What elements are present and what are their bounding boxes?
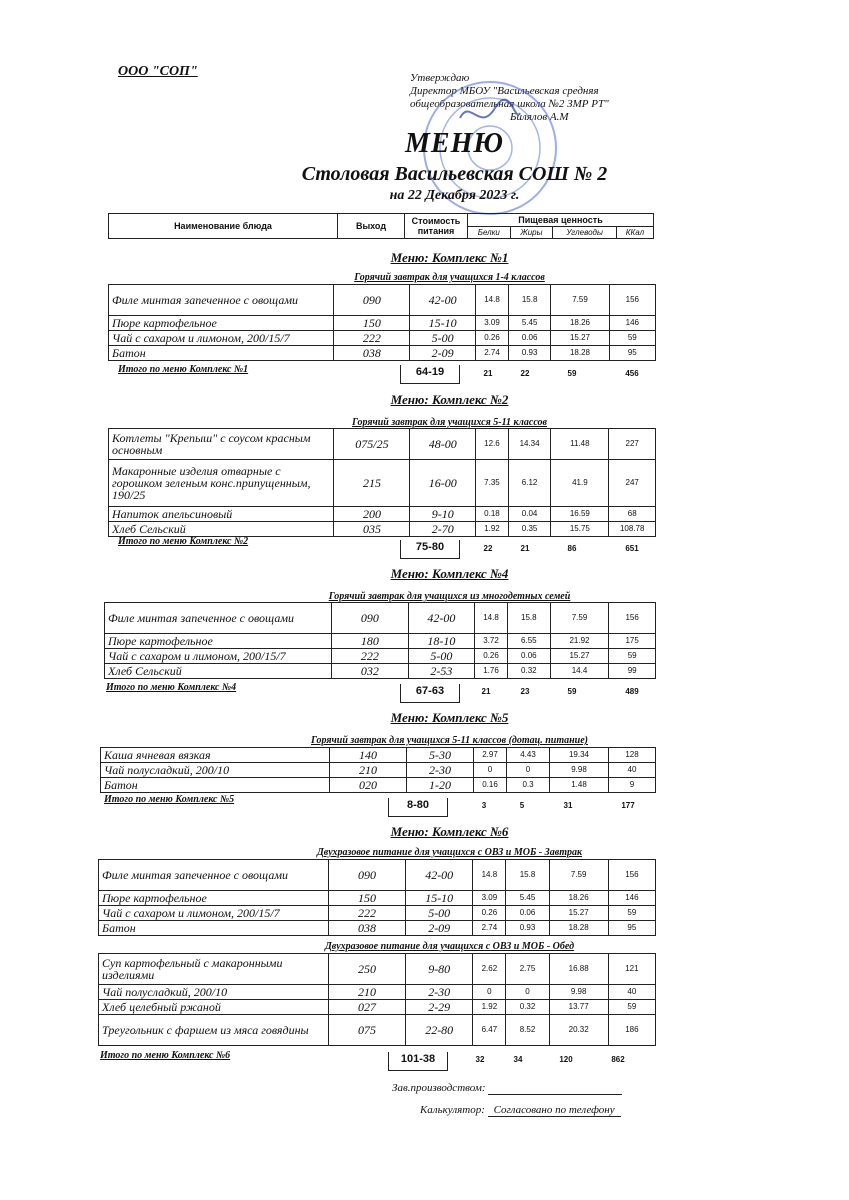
complex-1-total-carbs: 59 [567, 369, 577, 378]
complex-4-total-protein: 21 [481, 687, 491, 696]
dish-kcal: 175 [609, 634, 656, 649]
dish-output: 200 [334, 507, 410, 522]
dish-carbs: 7.59 [550, 603, 609, 634]
complex-5-total-fat: 5 [519, 801, 525, 810]
dish-fat: 15.8 [508, 285, 551, 316]
dish-protein: 0.26 [473, 906, 506, 921]
dish-kcal: 99 [609, 664, 656, 679]
dish-output: 038 [334, 346, 410, 361]
dish-carbs: 16.59 [551, 507, 609, 522]
table-row [109, 346, 656, 361]
dish-kcal: 128 [609, 748, 656, 763]
header-cost: Стоимость питания [405, 214, 468, 239]
dish-output: 222 [328, 906, 405, 921]
dish-carbs: 7.59 [551, 285, 609, 316]
table-row [109, 507, 656, 522]
dish-carbs: 15.27 [551, 331, 609, 346]
dish-name: Чай полусладкий, 200/10 [99, 985, 329, 1000]
dish-protein: 0.26 [475, 649, 508, 664]
table-row [99, 1000, 656, 1015]
dish-fat: 0.06 [508, 331, 551, 346]
complex-4-total-fat: 23 [520, 687, 530, 696]
complex-2-total-protein: 22 [483, 544, 493, 553]
dish-protein: 0.16 [474, 778, 507, 793]
dish-fat: 0 [507, 763, 550, 778]
complex-6-total-cost: 101-38 [388, 1052, 448, 1071]
complex-4-total-carbs: 59 [567, 687, 577, 696]
dish-carbs: 14.4 [550, 664, 609, 679]
complex-6-total-carbs: 120 [559, 1055, 573, 1064]
dish-fat: 0.32 [506, 1000, 549, 1015]
complex-1-total-kcal: 456 [625, 369, 639, 378]
dish-output: 210 [328, 985, 405, 1000]
dish-carbs: 19.34 [550, 748, 609, 763]
dish-protein: 2.97 [474, 748, 507, 763]
dish-cost: 1-20 [407, 778, 474, 793]
dish-protein: 1.76 [475, 664, 508, 679]
dish-cost: 9-80 [406, 954, 473, 985]
dish-name: Напиток апельсиновый [109, 507, 334, 522]
complex-1-table [108, 284, 656, 361]
dish-name: Филе минтая запеченное с овощами [99, 860, 329, 891]
complex-4-total-label: Итого по меню Комплекс №4 [106, 682, 237, 693]
dish-carbs: 18.28 [549, 921, 608, 936]
dish-output: 027 [328, 1000, 405, 1015]
complex-1-total-fat: 22 [520, 369, 530, 378]
dish-carbs: 9.98 [549, 985, 608, 1000]
complex-2-total-label: Итого по меню Комплекс №2 [118, 536, 249, 547]
table-header [108, 213, 654, 239]
dish-name: Суп картофельный с макаронными изделиями [99, 954, 329, 985]
dish-cost: 5-00 [406, 906, 473, 921]
table-row [105, 664, 656, 679]
dish-fat: 6.55 [507, 634, 550, 649]
dish-protein: 14.8 [476, 285, 509, 316]
dish-kcal: 227 [609, 429, 656, 460]
dish-fat: 0.3 [507, 778, 550, 793]
dish-output: 075 [328, 1015, 405, 1046]
complex-6-title: Меню: Комплекс №6 [390, 824, 509, 839]
dish-output: 090 [328, 860, 405, 891]
dish-cost: 2-09 [406, 921, 473, 936]
table-row [101, 748, 656, 763]
dish-name: Пюре картофельное [105, 634, 332, 649]
dish-kcal: 59 [608, 906, 655, 921]
table-row [109, 331, 656, 346]
dish-kcal: 156 [609, 285, 655, 316]
complex-5-subtitle: Горячий завтрак для учащихся 5-11 классов (дотац. питание) [311, 735, 588, 746]
dish-carbs: 15.27 [549, 906, 608, 921]
dish-carbs: 15.27 [550, 649, 609, 664]
complex-6-lunch-table [98, 953, 656, 1046]
dish-protein: 2.74 [476, 346, 509, 361]
dish-cost: 22-80 [406, 1015, 473, 1046]
complex-1-total-cost: 64-19 [400, 365, 460, 384]
header-nutrition: Пищевая ценность [468, 214, 654, 227]
dish-fat: 15.8 [507, 603, 550, 634]
menu-date: на 22 Декабря 2023 г. [389, 188, 520, 203]
dish-cost: 15-10 [406, 891, 473, 906]
complex-1-total-label: Итого по меню Комплекс №1 [118, 364, 249, 375]
dish-name: Макаронные изделия отварные с горошком зеленым конс.припущенным, 190/25 [109, 460, 334, 507]
dish-carbs: 18.28 [551, 346, 609, 361]
dish-protein: 1.92 [476, 522, 509, 537]
table-row [109, 316, 656, 331]
complex-2-total-kcal: 651 [625, 544, 639, 553]
dish-protein: 14.8 [475, 603, 508, 634]
table-row [99, 921, 656, 936]
complex-2-total-fat: 21 [520, 544, 530, 553]
table-row [105, 649, 656, 664]
dish-cost: 2-30 [406, 985, 473, 1000]
dish-output: 150 [328, 891, 405, 906]
dish-fat: 2.75 [506, 954, 549, 985]
dish-name: Филе минтая запеченное с овощами [105, 603, 332, 634]
dish-output: 032 [332, 664, 408, 679]
table-row [109, 429, 656, 460]
organization-name: ООО "СОП" [118, 64, 198, 79]
table-row [99, 954, 656, 985]
table-row [99, 1015, 656, 1046]
dish-fat: 15.8 [506, 860, 549, 891]
dish-name: Котлеты "Крепыш" с соусом красным основным [109, 429, 334, 460]
header-fat: Жиры [510, 227, 553, 239]
dish-name: Хлеб Сельский [109, 522, 334, 537]
complex-2-total-carbs: 86 [567, 544, 577, 553]
approval-line: общеобразовательная школа №2 ЗМР РТ" [410, 98, 609, 110]
dish-name: Батон [101, 778, 330, 793]
dish-output: 150 [334, 316, 410, 331]
complex-1-total-protein: 21 [483, 369, 493, 378]
dish-cost: 2-70 [410, 522, 476, 537]
table-row [101, 763, 656, 778]
dish-kcal: 156 [609, 603, 656, 634]
dish-output: 075/25 [334, 429, 410, 460]
dish-kcal: 95 [608, 921, 655, 936]
calculator-value: Согласовано по телефону [488, 1104, 621, 1117]
dish-name: Хлеб целебный ржаной [99, 1000, 329, 1015]
dish-kcal: 156 [608, 860, 655, 891]
dish-fat: 0.32 [507, 664, 550, 679]
dish-output: 035 [334, 522, 410, 537]
dish-name: Батон [109, 346, 334, 361]
dish-protein: 0.26 [476, 331, 509, 346]
dish-protein: 0 [474, 763, 507, 778]
dish-protein: 3.09 [473, 891, 506, 906]
complex-5-total-label: Итого по меню Комплекс №5 [104, 794, 235, 805]
complex-5-total-kcal: 177 [621, 801, 635, 810]
dish-kcal: 146 [609, 316, 655, 331]
dish-name: Треугольник с фаршем из мяса говядины [99, 1015, 329, 1046]
dish-protein: 1.92 [473, 1000, 506, 1015]
dish-output: 180 [332, 634, 408, 649]
dish-kcal: 121 [608, 954, 655, 985]
dish-fat: 6.12 [508, 460, 551, 507]
page-subtitle: Столовая Васильевская СОШ № 2 [301, 163, 608, 185]
dish-cost: 5-30 [407, 748, 474, 763]
dish-output: 222 [334, 331, 410, 346]
dish-carbs: 13.77 [549, 1000, 608, 1015]
dish-fat: 0.93 [508, 346, 551, 361]
calculator-label: Калькулятор: [420, 1104, 485, 1116]
dish-fat: 0.93 [506, 921, 549, 936]
approval-line: Утверждаю [410, 72, 470, 84]
dish-kcal: 247 [609, 460, 656, 507]
complex-2-subtitle: Горячий завтрак для учащихся 5-11 классов [351, 417, 548, 428]
complex-2-table [108, 428, 656, 537]
complex-5-total-protein: 3 [481, 801, 487, 810]
dish-protein: 14.8 [473, 860, 506, 891]
dish-fat: 0.06 [507, 649, 550, 664]
dish-carbs: 11.48 [551, 429, 609, 460]
complex-6-subtitle-breakfast: Двухразовое питание для учащихся с ОВЗ и МОБ - Завтрак [316, 847, 583, 858]
calculator-line [420, 1104, 621, 1117]
dish-name: Филе минтая запеченное с овощами [109, 285, 334, 316]
dish-carbs: 1.48 [550, 778, 609, 793]
complex-4-total-cost: 67-63 [400, 684, 460, 703]
complex-4-title: Меню: Комплекс №4 [390, 566, 509, 581]
dish-kcal: 59 [608, 1000, 655, 1015]
complex-6-total-label: Итого по меню Комплекс №6 [100, 1050, 231, 1061]
dish-fat: 0.35 [508, 522, 551, 537]
dish-cost: 42-00 [410, 285, 476, 316]
dish-kcal: 146 [608, 891, 655, 906]
dish-protein: 2.62 [473, 954, 506, 985]
dish-cost: 2-30 [407, 763, 474, 778]
production-manager-signature-line [488, 1082, 622, 1095]
dish-cost: 16-00 [410, 460, 476, 507]
dish-cost: 9-10 [410, 507, 476, 522]
dish-cost: 5-00 [408, 649, 474, 664]
dish-output: 090 [332, 603, 408, 634]
dish-carbs: 7.59 [549, 860, 608, 891]
table-row [109, 285, 656, 316]
complex-2-total-cost: 75-80 [400, 540, 460, 559]
dish-kcal: 59 [609, 649, 656, 664]
dish-name: Хлеб Сельский [105, 664, 332, 679]
complex-1-title: Меню: Комплекс №1 [390, 250, 509, 265]
dish-fat: 8.52 [506, 1015, 549, 1046]
dish-cost: 42-00 [408, 603, 474, 634]
complex-4-table [104, 602, 656, 679]
dish-kcal: 68 [609, 507, 656, 522]
complex-6-total-fat: 34 [513, 1055, 523, 1064]
dish-name: Чай полусладкий, 200/10 [101, 763, 330, 778]
dish-protein: 12.6 [476, 429, 509, 460]
dish-carbs: 21.92 [550, 634, 609, 649]
dish-kcal: 95 [609, 346, 655, 361]
dish-name: Чай с сахаром и лимоном, 200/15/7 [105, 649, 332, 664]
dish-cost: 18-10 [408, 634, 474, 649]
dish-cost: 42-00 [406, 860, 473, 891]
dish-name: Чай с сахаром и лимоном, 200/15/7 [109, 331, 334, 346]
header-carbs: Углеводы [553, 227, 617, 239]
dish-fat: 14.34 [508, 429, 551, 460]
table-row [105, 603, 656, 634]
dish-output: 222 [332, 649, 408, 664]
dish-name: Батон [99, 921, 329, 936]
dish-name: Пюре картофельное [99, 891, 329, 906]
complex-5-table [100, 747, 656, 793]
dish-cost: 2-09 [410, 346, 476, 361]
approval-line: Директор МБОУ "Васильевская средняя [410, 85, 599, 97]
dish-fat: 4.43 [507, 748, 550, 763]
complex-4-total-kcal: 489 [625, 687, 639, 696]
dish-carbs: 9.98 [550, 763, 609, 778]
complex-5-total-carbs: 31 [563, 801, 573, 810]
production-manager-line [392, 1082, 622, 1095]
page-title: МЕНЮ [405, 128, 504, 159]
table-row [99, 985, 656, 1000]
dish-carbs: 41.9 [551, 460, 609, 507]
dish-output: 038 [328, 921, 405, 936]
complex-1-subtitle: Горячий завтрак для учащихся 1-4 классов [354, 272, 545, 283]
dish-name: Чай с сахаром и лимоном, 200/15/7 [99, 906, 329, 921]
table-row [109, 460, 656, 507]
dish-protein: 3.72 [475, 634, 508, 649]
dish-kcal: 9 [609, 778, 656, 793]
dish-fat: 5.45 [508, 316, 551, 331]
table-row [105, 634, 656, 649]
dish-kcal: 186 [608, 1015, 655, 1046]
dish-carbs: 18.26 [549, 891, 608, 906]
dish-carbs: 16.88 [549, 954, 608, 985]
dish-protein: 7.35 [476, 460, 509, 507]
dish-kcal: 59 [609, 331, 655, 346]
table-row [109, 522, 656, 537]
dish-fat: 0.04 [508, 507, 551, 522]
dish-cost: 2-29 [406, 1000, 473, 1015]
dish-carbs: 15.75 [551, 522, 609, 537]
dish-cost: 2-53 [408, 664, 474, 679]
header-kcal: ККал [616, 227, 653, 239]
dish-fat: 0 [506, 985, 549, 1000]
complex-5-total-cost: 8-80 [388, 798, 448, 817]
header-name: Наименование блюда [109, 214, 338, 239]
dish-name: Каша ячневая вязкая [101, 748, 330, 763]
dish-output: 215 [334, 460, 410, 507]
dish-cost: 5-00 [410, 331, 476, 346]
approval-signer: Билялов А.М [510, 111, 569, 123]
dish-protein: 0 [473, 985, 506, 1000]
table-row [99, 906, 656, 921]
dish-protein: 6.47 [473, 1015, 506, 1046]
complex-6-breakfast-table [98, 859, 656, 936]
header-protein: Белки [468, 227, 511, 239]
dish-output: 250 [328, 954, 405, 985]
table-row [101, 778, 656, 793]
dish-protein: 2.74 [473, 921, 506, 936]
production-manager-label: Зав.производством: [392, 1082, 486, 1094]
complex-6-total-protein: 32 [475, 1055, 485, 1064]
dish-name: Пюре картофельное [109, 316, 334, 331]
complex-2-title: Меню: Комплекс №2 [390, 392, 509, 407]
complex-5-title: Меню: Комплекс №5 [390, 710, 509, 725]
table-row [99, 860, 656, 891]
dish-fat: 5.45 [506, 891, 549, 906]
dish-output: 210 [330, 763, 407, 778]
header-output: Выход [338, 214, 405, 239]
dish-kcal: 40 [608, 985, 655, 1000]
dish-carbs: 20.32 [549, 1015, 608, 1046]
dish-output: 090 [334, 285, 410, 316]
dish-protein: 3.09 [476, 316, 509, 331]
dish-protein: 0.18 [476, 507, 509, 522]
dish-fat: 0.06 [506, 906, 549, 921]
dish-kcal: 108.78 [609, 522, 656, 537]
dish-cost: 48-00 [410, 429, 476, 460]
dish-output: 020 [330, 778, 407, 793]
dish-cost: 15-10 [410, 316, 476, 331]
table-row [99, 891, 656, 906]
dish-output: 140 [330, 748, 407, 763]
dish-carbs: 18.26 [551, 316, 609, 331]
complex-6-subtitle-lunch: Двухразовое питание для учащихся с ОВЗ и МОБ - Обед [324, 941, 575, 952]
dish-kcal: 40 [609, 763, 656, 778]
complex-4-subtitle: Горячий завтрак для учащихся из многодетных семей [328, 591, 571, 602]
complex-6-total-kcal: 862 [611, 1055, 625, 1064]
